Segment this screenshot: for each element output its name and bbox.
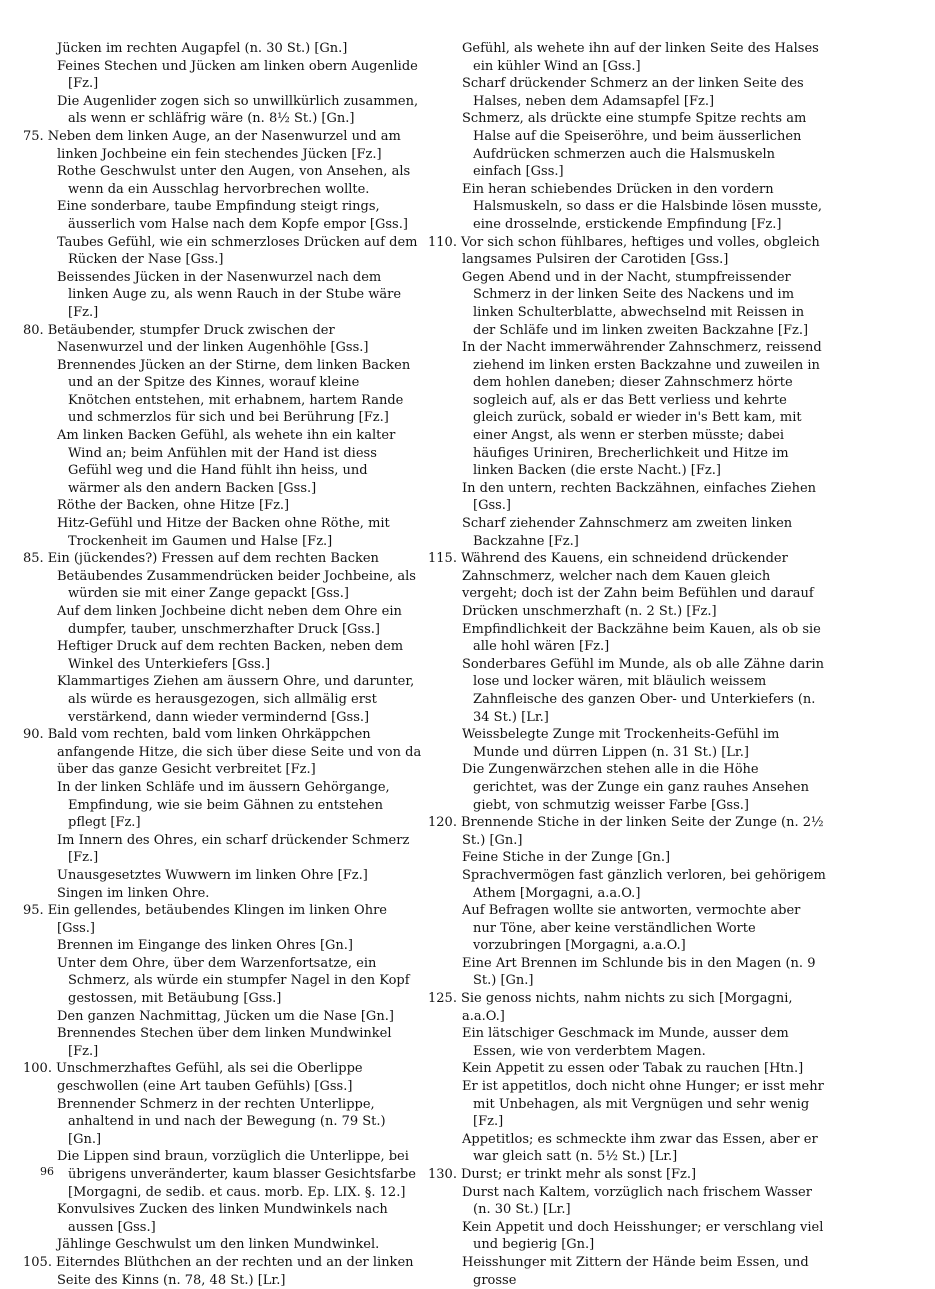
symptom-entry — [23, 1254, 422, 1289]
entry-text: Taubes Gefühl, wie ein schmerzloses Drücken auf dem Rücken der Nase [Gss.] — [57, 234, 418, 268]
entry-number: 110. — [428, 234, 457, 250]
entry-text: Im Innern des Ohres, ein scharf drückender Schmerz [Fz.] — [57, 832, 410, 866]
entry-text: Eine sonderbare, taube Empfindung steigt rings, äusserlich vom Halse nach dem Kopfe empor [Gss.] — [57, 199, 408, 232]
entry-number: 105. — [23, 1254, 52, 1270]
entry-number: 80. — [23, 322, 44, 338]
symptom-entry — [40, 40, 422, 58]
symptom-entry — [445, 1254, 826, 1289]
page-number: 96 — [40, 1165, 54, 1178]
entry-text: Durst nach Kaltem, vorzüglich nach frischem Wasser (n. 30 St.) [Lr.] — [462, 1184, 812, 1218]
symptom-entry — [445, 269, 826, 339]
symptom-entry — [40, 1148, 422, 1201]
symptom-entry — [445, 1060, 826, 1078]
entry-text: Neben dem linken Auge, an der Nasenwurzel und am linken Jochbeine ein fein stechendes Jücken [Fz.] — [47, 128, 401, 162]
symptom-entry — [40, 779, 422, 832]
symptom-entry — [40, 58, 422, 93]
entry-text: Er ist appetitlos, doch nicht ohne Hunger; er isst mehr mit Unbehagen, als mit Vergnügen und sehr wenig [Fz.] — [462, 1079, 824, 1130]
entry-text: Ein lätschiger Geschmack im Munde, ausser dem Essen, wie von verderbtem Magen. — [462, 1026, 789, 1059]
entry-text: Brennendes Stechen über dem linken Mundwinkel [Fz.] — [57, 1026, 392, 1059]
entry-text: Eine Art Brennen im Schlunde bis in den Magen (n. 9 St.) [Gn.] — [462, 955, 816, 989]
symptom-entry — [445, 181, 826, 234]
entry-text: Klammartiges Ziehen am äussern Ohre, und darunter, als würde es herausgezogen, sich allmälig erst verstärkend, dann wieder vermindernd [Gss.] — [57, 674, 415, 725]
entry-text: Am linken Backen Gefühl, als wehete ihn ein kalter Wind an; beim Anfühlen mit der Hand ist diess Gefühl weg und die Hand fühlt ihn heiss, und wärmer als den andern Backen [Gss.] — [57, 428, 396, 496]
symptom-entry — [445, 1219, 826, 1254]
symptom-entry — [40, 955, 422, 1008]
entry-text: Eiterndes Blüthchen an der rechten und an der linken Seite des Kinns (n. 78, 48 St.) [Lr.] — [55, 1254, 414, 1288]
entry-text: Appetitlos; es schmeckte ihm zwar das Essen, aber er war gleich satt (n. 5½ St.) [Lr.] — [462, 1131, 818, 1165]
entry-text: Röthe der Backen, ohne Hitze [Fz.] — [57, 498, 290, 514]
entry-text: Durst; er trinkt mehr als sonst [Fz.] — [460, 1167, 697, 1182]
entry-text: Betäubender, stumpfer Druck zwischen der Nasenwurzel und der linken Augenhöhle [Gss.] — [47, 322, 369, 356]
entry-text: Brennen im Eingange des linken Ohres [Gn.] — [57, 938, 353, 954]
entry-text: Brennendes Jücken an der Stirne, dem linken Backen und an der Spitze des Kinnes, worauf kleine Knötchen entstehen, mit erhabnem, hartem Rande und schmerzlos für sich und bei Berührung [Fz.] — [57, 357, 411, 426]
entry-text: Rothe Geschwulst unter den Augen, von Ansehen, als wenn da ein Ausschlag hervorbrechen wollte. — [57, 164, 411, 197]
entry-text: Die Lippen sind braun, vorzüglich die Unterlippe, bei übrigens unveränderter, kaum blasser Gesichtsfarbe [Morgagni, de sedib. et caus. morb. Ep. LIX. §. 12.] — [57, 1149, 416, 1200]
symptom-entry — [445, 480, 826, 515]
symptom-entry — [40, 1008, 422, 1026]
entry-text: Während des Kauens, ein schneidend drückender Zahnschmerz, welcher nach dem Kauen gleich vergeht; doch ist der Zahn beim Befühlen und darauf Drücken unschmerzhaft (n. 2 St.) [Fz.] — [460, 551, 814, 619]
entry-text: Sonderbares Gefühl im Munde, als ob alle Zähne darin lose und locker wären, mit bläulich weissem Zahnfleische des ganzen Ober- und Unterkiefers (n. 34 St.) [Lr.] — [462, 656, 825, 725]
symptom-entry — [40, 1096, 422, 1149]
symptom-entry — [40, 93, 422, 128]
entry-text: Vor sich schon fühlbares, heftiges und volles, obgleich langsames Pulsiren der Carotiden [Gss.] — [460, 234, 820, 268]
symptom-entry — [445, 955, 826, 990]
entry-text: Unter dem Ohre, über dem Warzenfortsatze, ein Schmerz, als würde ein stumpfer Nagel in den Kopf gestossen, mit Betäubung [Gss.] — [57, 955, 410, 1007]
symptom-entry — [23, 726, 422, 779]
entry-number: 125. — [428, 991, 457, 1007]
symptom-entry — [40, 427, 422, 497]
entry-number: 85. — [23, 551, 44, 567]
symptom-entry — [445, 339, 826, 480]
entry-text: Konvulsives Zucken des linken Mundwinkels nach aussen [Gss.] — [57, 1202, 388, 1235]
entry-number: 95. — [23, 903, 44, 919]
entry-text: Unschmerzhaftes Gefühl, als sei die Oberlippe geschwollen (eine Art tauben Gefühls) [Gss.] — [55, 1061, 363, 1095]
entry-text: Betäubendes Zusammendrücken beider Jochbeine, als würden sie mit einer Zange gepackt [Gss.] — [57, 568, 416, 602]
symptom-entry — [40, 198, 422, 233]
symptom-entry — [428, 814, 826, 849]
left-column — [23, 40, 422, 1289]
entry-text: Heisshunger mit Zittern der Hände beim Essen, und grosse — [462, 1254, 809, 1288]
entry-text: Feine Stiche in der Zunge [Gn.] — [462, 850, 671, 866]
entry-text: Beissendes Jücken in der Nasenwurzel nach dem linken Auge zu, als wenn Rauch in der Stube wäre [Fz.] — [57, 269, 402, 320]
entry-number: 90. — [23, 727, 44, 743]
symptom-entry — [445, 726, 826, 761]
entry-text: Scharf ziehender Zahnschmerz am zweiten linken Backzahne [Fz.] — [462, 516, 793, 549]
entry-text: Jählinge Geschwulst um den linken Mundwinkel. — [57, 1237, 380, 1253]
entry-text: Brennende Stiche in der linken Seite der Zunge (n. 2½ St.) [Gn.] — [460, 815, 824, 848]
entry-number: 75. — [23, 128, 44, 144]
entry-text: Schmerz, als drückte eine stumpfe Spitze rechts am Halse auf die Speiseröhre, und beim äusserlichen Aufdrücken schmerzen auch die Halsmuskeln einfach [Gss.] — [462, 111, 807, 180]
entry-text: Auf dem linken Jochbeine dicht neben dem Ohre ein dumpfer, tauber, unschmerzhafter Druck [Gss.] — [57, 604, 402, 637]
entry-text: Auf Befragen wollte sie antworten, vermochte aber nur Töne, aber keine verständlichen Worte vorzubringen [Morgagni, a.a.O.] — [462, 903, 801, 954]
entry-text: Gegen Abend und in der Nacht, stumpfreissender Schmerz in der linken Seite des Nackens und im linken Schulterblatte, abwechselnd mit Reissen in der Schläfe und im linken zweiten Backzahne [Fz.] — [462, 269, 809, 338]
symptom-entry — [445, 761, 826, 814]
symptom-entry — [445, 1184, 826, 1219]
symptom-entry — [40, 357, 422, 427]
entry-text: Den ganzen Nachmittag, Jücken um die Nase [Gn.] — [57, 1008, 394, 1024]
symptom-entry — [445, 1078, 826, 1131]
symptom-entry — [23, 550, 422, 568]
symptom-entry — [445, 1131, 826, 1166]
symptom-entry — [40, 269, 422, 322]
entry-text: Empfindlichkeit der Backzähne beim Kauen, als ob sie alle hohl wären [Fz.] — [462, 621, 821, 655]
symptom-entry — [428, 234, 826, 269]
symptom-entry — [40, 603, 422, 638]
symptom-entry — [445, 75, 826, 110]
symptom-entry — [445, 621, 826, 656]
symptom-entry — [23, 1060, 422, 1095]
symptom-entry — [40, 1025, 422, 1060]
entry-text: Scharf drückender Schmerz an der linken Seite des Halses, neben dem Adamsapfel [Fz.] — [462, 76, 804, 109]
right-column — [428, 40, 826, 1289]
entry-text: Feines Stechen und Jücken am linken obern Augenlide [Fz.] — [57, 58, 418, 92]
symptom-entry — [40, 867, 422, 885]
symptom-entry — [40, 515, 422, 550]
entry-number: 115. — [428, 551, 457, 567]
entry-text: Singen im linken Ohre. — [57, 885, 210, 901]
symptom-entry — [40, 1201, 422, 1236]
symptom-entry — [445, 1025, 826, 1060]
symptom-entry — [40, 163, 422, 198]
symptom-entry — [40, 1236, 422, 1254]
symptom-entry — [40, 234, 422, 269]
symptom-entry — [40, 497, 422, 515]
symptom-entry — [445, 902, 826, 955]
entry-text: Weissbelegte Zunge mit Trockenheits-Gefühl im Munde und dürren Lippen (n. 31 St.) [Lr.] — [462, 727, 780, 760]
symptom-entry — [445, 40, 826, 75]
symptom-entry — [40, 568, 422, 603]
symptom-entry — [428, 990, 826, 1025]
symptom-entry — [445, 849, 826, 867]
symptom-entry — [445, 110, 826, 180]
entry-text: Gefühl, als wehete ihn auf der linken Seite des Halses ein kühler Wind an [Gss.] — [462, 41, 819, 74]
entry-text: Jücken im rechten Augapfel (n. 30 St.) [Gn.] — [57, 41, 348, 56]
entry-text: In den untern, rechten Backzähnen, einfaches Ziehen [Gss.] — [462, 480, 817, 514]
symptom-entry — [428, 1166, 826, 1184]
symptom-entry — [40, 832, 422, 867]
symptom-entry — [445, 515, 826, 550]
symptom-entry — [428, 550, 826, 620]
entry-number: 130. — [428, 1167, 457, 1182]
symptom-entry — [40, 638, 422, 673]
entry-text: Bald vom rechten, bald vom linken Ohrkäppchen anfangende Hitze, die sich über diese Seite und von da über das ganze Gesicht verbreitet [Fz.] — [47, 727, 422, 778]
entry-text: Ein (jückendes?) Fressen auf dem rechten Backen — [47, 551, 379, 567]
entry-text: Heftiger Druck auf dem rechten Backen, neben dem Winkel des Unterkiefers [Gss.] — [57, 639, 404, 672]
entry-number: 120. — [428, 815, 457, 831]
entry-text: Ein gellendes, betäubendes Klingen im linken Ohre [Gss.] — [47, 903, 387, 936]
entry-text: In der Nacht immerwährender Zahnschmerz, reissend ziehend im linken ersten Backzahne und zuweilen in dem hohlen daneben; dieser Zahnschmerz hörte sogleich auf, als er das Bett verliess und kehrte gleich zurück, sobald er wieder in's Bett kam, mit einer Angst, als wenn er sterben müsste; dabei häufiges Uriniren, Brecherlichkeit und Hitze im linken Backen (die erste Nacht.) [Fz.] — [462, 340, 822, 479]
entry-text: Die Augenlider zogen sich so unwillkürlich zusammen, als wenn er schläfrig wäre (n. 8½ St.) [Gn.] — [57, 93, 419, 127]
entry-text: Hitz-Gefühl und Hitze der Backen ohne Röthe, mit Trockenheit im Gaumen und Halse [Fz.] — [57, 516, 390, 549]
entry-text: Sprachvermögen fast gänzlich verloren, bei gehörigem Athem [Morgagni, a.a.O.] — [462, 867, 826, 901]
symptom-entry — [40, 885, 422, 903]
symptom-entry — [40, 937, 422, 955]
entry-text: Kein Appetit zu essen oder Tabak zu rauchen [Htn.] — [462, 1061, 804, 1077]
entry-text: Unausgesetztes Wuwwern im linken Ohre [Fz.] — [57, 867, 368, 883]
symptom-entry — [40, 673, 422, 726]
entry-number: 100. — [23, 1061, 52, 1077]
entry-text: Brennender Schmerz in der rechten Unterlippe, anhaltend in und nach der Bewegung (n. 79 St.) [Gn.] — [57, 1096, 386, 1147]
entry-text: Sie genoss nichts, nahm nichts zu sich [Morgagni, a.a.O.] — [460, 991, 793, 1024]
entry-text: Die Zungenwärzchen stehen alle in die Höhe gerichtet, was der Zunge ein ganz rauhes Ansehen giebt, von schmutzig weisser Farbe [Gss.] — [462, 762, 809, 813]
entry-text: Kein Appetit und doch Heisshunger; er verschlang viel und begierig [Gn.] — [462, 1219, 824, 1253]
symptom-entry — [23, 322, 422, 357]
symptom-entry — [445, 656, 826, 726]
symptom-entry — [445, 867, 826, 902]
symptom-entry — [23, 902, 422, 937]
symptom-entry — [23, 128, 422, 163]
entry-text: In der linken Schläfe und im äussern Gehörgange, Empfindung, wie sie beim Gähnen zu entstehen pflegt [Fz.] — [57, 779, 390, 831]
entry-text: Ein heran schiebendes Drücken in den vordern Halsmuskeln, so dass er die Halsbinde lösen musste, eine drosselnde, erstickende Empfindung [Fz.] — [462, 181, 823, 232]
